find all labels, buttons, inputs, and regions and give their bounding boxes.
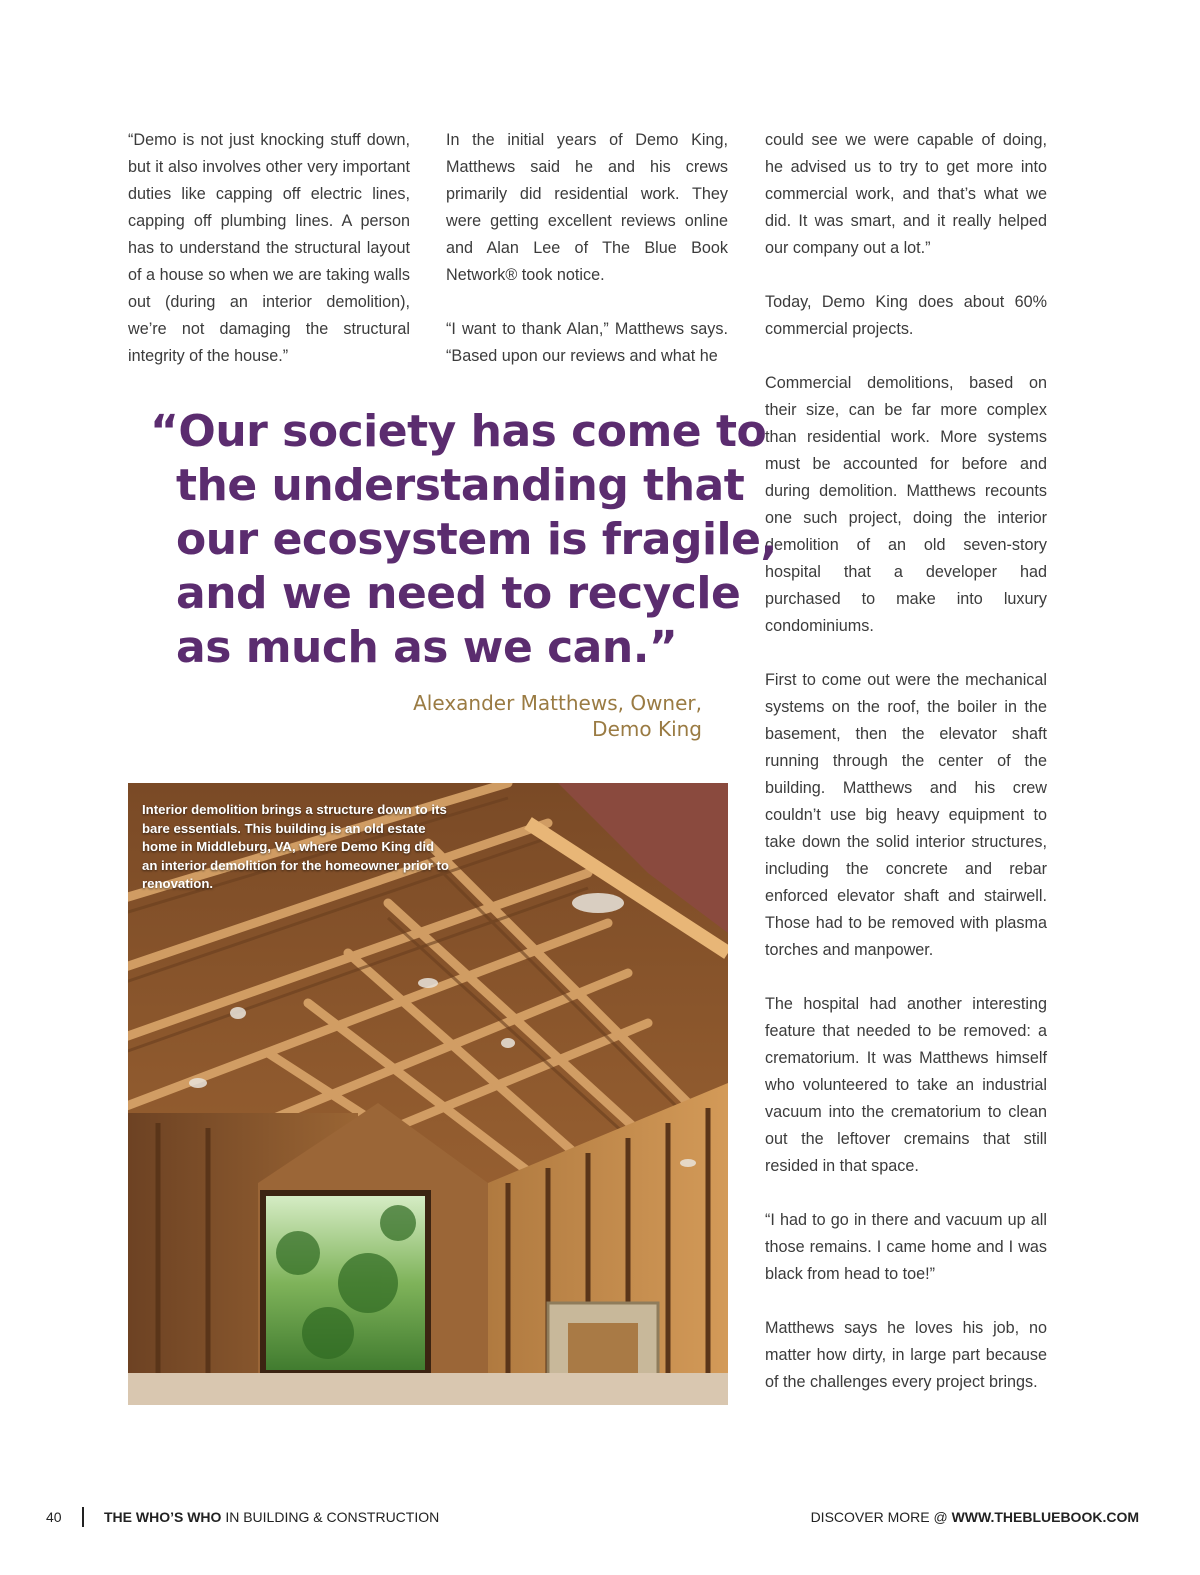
paragraph: In the initial years of Demo King, Matthews said he and his crews primarily did residential work. They were getting excellent reviews online and Alan Lee of The Blue Book Network® took notice. <box>446 131 728 284</box>
pull-quote-line: the understanding that <box>176 460 745 511</box>
article-column-2 <box>446 127 728 370</box>
pull-quote <box>150 405 777 675</box>
pull-quote-line: as much as we can.” <box>176 622 678 673</box>
pull-quote-attribution <box>380 690 702 742</box>
article-column-1 <box>128 127 410 370</box>
footer-publication <box>46 1506 439 1528</box>
footer-discover <box>811 1506 1139 1528</box>
paragraph: The hospital had another interesting feature that needed to be removed: a crematorium. It was Matthews himself who volunteered to take an industrial vacuum into the crematorium to clean out the leftover cremains that still resided in that space. <box>765 995 1047 1175</box>
publication-name-rest: IN BUILDING & CONSTRUCTION <box>221 1509 440 1525</box>
attribution-company: Demo King <box>592 717 702 741</box>
page-number: 40 <box>46 1509 62 1525</box>
discover-prefix: DISCOVER MORE @ <box>810 1509 952 1525</box>
photo-caption: Interior demolition brings a structure down to its bare essentials. This building is an old estate home in Middleburg, VA, where Demo King did an interior demolition for the homeowner prior to renovation. <box>142 802 449 892</box>
attic-demolition-photo <box>128 783 728 1405</box>
footer-divider <box>82 1507 84 1527</box>
paragraph: “Demo is not just knocking stuff down, but it also involves other very important duties like capping off electric lines, capping off plumbing lines. A person has to understand the structural layout of a house so when we are taking walls out (during an interior demolition), we’re not damaging the structural integrity of the house.” <box>128 131 410 365</box>
publication-name-bold: THE WHO’S WHO <box>104 1509 222 1525</box>
paragraph: “I had to go in there and vacuum up all those remains. I came home and I was black from head to toe!” <box>765 1211 1047 1283</box>
pull-quote-line: “Our society has come to <box>150 406 767 457</box>
article-column-3 <box>765 127 1047 1396</box>
paragraph: “I want to thank Alan,” Matthews says. “Based upon our reviews and what he <box>446 320 728 365</box>
paragraph: Commercial demolitions, based on their size, can be far more complex than residential work. More systems must be accounted for before and during demolition. Matthews recounts one such project, doing the interior demolition of an old seven-story hospital that a developer had purchased to make into luxury condominiums. <box>765 374 1047 635</box>
website-link[interactable]: WWW.THEBLUEBOOK.COM <box>951 1509 1139 1525</box>
paragraph: Today, Demo King does about 60% commercial projects. <box>765 293 1047 338</box>
pull-quote-line: our ecosystem is fragile, <box>176 514 777 565</box>
pull-quote-line: and we need to recycle <box>176 568 741 619</box>
paragraph: First to come out were the mechanical systems on the roof, the boiler in the basement, then the elevator shaft running through the center of the building. Matthews and his crew couldn’t use big heavy equipment to take down the solid interior structures, including the concrete and rebar enforced elevator shaft and stairwell. Those had to be removed with plasma torches and manpower. <box>765 671 1047 959</box>
paragraph: Matthews says he loves his job, no matter how dirty, in large part because of the challenges every project brings. <box>765 1319 1047 1391</box>
attribution-name: Alexander Matthews, Owner, <box>413 691 702 715</box>
paragraph: could see we were capable of doing, he advised us to try to get more into commercial work, and that’s what we did. It was smart, and it really helped our company out a lot.” <box>765 131 1047 257</box>
